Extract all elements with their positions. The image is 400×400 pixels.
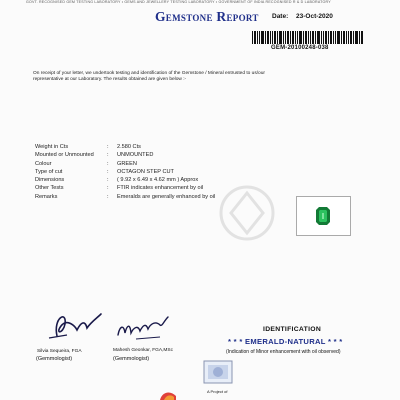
detail-value: OCTAGON STEP CUT: [117, 168, 174, 175]
signature-silvia-image: [47, 308, 105, 340]
detail-value: GREEN: [117, 160, 137, 167]
emerald-gem-icon: [316, 207, 330, 225]
details-table: [33, 143, 323, 201]
detail-row: [33, 184, 323, 192]
signatory-2-role: (Gemmologist): [113, 356, 150, 362]
detail-value: ( 9.92 x 6.49 x 4.62 mm ) Approx: [117, 177, 199, 184]
hologram-stamp-icon: [203, 360, 233, 384]
detail-value: FTIR indicates enhancement by oil: [117, 185, 204, 192]
signatory-1-role: (Gemmologist): [36, 356, 73, 362]
identification-note: (Indication of Minor enhancement with oil observed): [226, 349, 341, 355]
detail-label: Dimensions: [35, 177, 65, 184]
date-value: 23-Oct-2020: [296, 13, 333, 20]
detail-row: [33, 168, 323, 176]
detail-row: [33, 143, 323, 151]
lab-accreditation-line: GOVT. RECOGNISED GEM TESTING LABORATORY • GEMS AND JEWELLERY TESTING LABORATORY • GOVERNMENT OF INDIA RECOGNISED R & D LABORATORY: [26, 0, 331, 4]
detail-row: [33, 176, 323, 184]
project-of-label: A Project of: [207, 389, 228, 394]
detail-value: 2.580 Cts: [117, 144, 141, 150]
intro-paragraph: On receipt of your letter, we undertook testing and identification of the Gemstone / Mineral entrusted to us/our representative at our Laboratory. The results obtained are given below :-: [33, 71, 265, 83]
detail-row: [33, 160, 323, 168]
date-label: Date:: [272, 13, 289, 20]
watermark-logo-icon: [217, 183, 277, 243]
gemstone-photo: [296, 196, 351, 236]
detail-colon: :: [107, 185, 109, 192]
detail-value: Emeralds are generally enhanced by oil: [117, 193, 216, 200]
report-title: Gemstone Report: [155, 9, 259, 24]
title-row: [0, 5, 400, 25]
detail-colon: :: [107, 160, 109, 167]
identification-title: IDENTIFICATION: [263, 326, 322, 333]
signature-mahesh-image: [116, 313, 171, 343]
detail-colon: :: [107, 177, 109, 184]
detail-colon: :: [107, 168, 109, 175]
detail-label: Colour: [35, 160, 52, 167]
detail-row: [33, 193, 323, 201]
brand-swirl-icon: [158, 388, 178, 400]
signatory-2-name: Mahesh Geonkar, FGA,MSc: [113, 348, 173, 353]
detail-label: Type of cut: [35, 168, 63, 175]
detail-colon: :: [107, 152, 109, 159]
report-number: GEM-20100248-038: [271, 45, 329, 51]
detail-row: [33, 151, 323, 159]
signatory-1-name: Silvia Sequeira, FGA: [37, 349, 82, 354]
detail-value: UNMOUNTED: [117, 152, 154, 159]
detail-label: Mounted or Unmounted: [35, 152, 94, 159]
detail-label: Weight in Cts: [35, 144, 69, 150]
detail-label: Remarks: [35, 193, 58, 200]
identification-value: * * * EMERALD-NATURAL * * *: [228, 337, 343, 346]
detail-label: Other Tests: [35, 185, 64, 192]
detail-colon: :: [107, 144, 109, 150]
barcode-image: [252, 31, 364, 44]
detail-colon: :: [107, 193, 109, 200]
